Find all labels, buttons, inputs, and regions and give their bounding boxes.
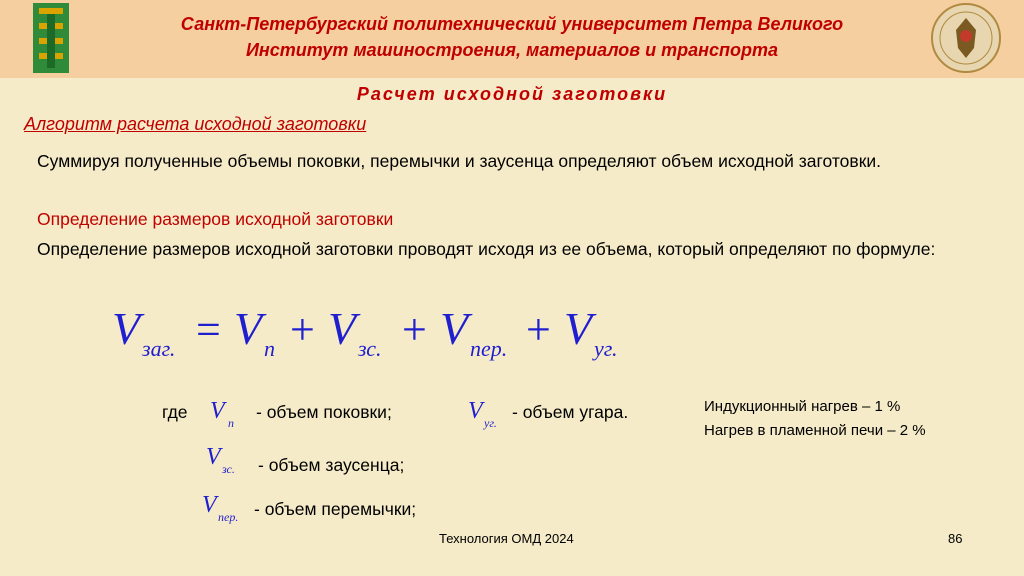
legend-var-bridge [202,488,250,524]
svg-text:уг.: уг. [484,416,497,430]
university-emblem-icon [930,2,1002,74]
institute-name: Институт машиностроения, материалов и транспорта [245,40,779,60]
formula-plus-3: + [526,305,551,354]
svg-text:V: V [202,492,217,518]
legend-var-burn [468,394,508,430]
header-bar [0,0,1024,78]
svg-text:V: V [206,444,221,470]
formula-var-1: V [234,303,263,354]
subheading-blank-size: Определение размеров исходной заготовки [37,209,394,229]
formula-equals: = [196,305,221,354]
legend-forging: - объем поковки; [256,402,392,422]
university-name: Санкт-Петербургский политехнический университет Петра Великого [180,14,844,34]
volume-formula [112,298,652,368]
formula-sub-2: зс. [358,336,382,361]
legend-flash: - объем заусенца; [258,455,405,475]
page-number: 86 [948,531,963,546]
formula-var-2: V [328,303,357,354]
svg-text:п: п [228,416,234,430]
note-flame: Нагрев в пламенной печи – 2 % [704,422,926,439]
legend-burn: - объем угара. [512,402,629,422]
paragraph-blank-size: Определение размеров исходной заготовки проводят исходя из ее объема, который определяют по формуле: [37,239,936,259]
note-induction: Индукционный нагрев – 1 % [704,398,901,415]
formula-sub-lhs: заг. [142,336,176,361]
legend-bridge: - объем перемычки; [254,499,417,519]
formula-var-3: V [440,303,469,354]
svg-text:V: V [468,398,483,424]
slide-title: Расчет исходной заготовки [356,84,668,104]
legend-where: где [162,402,188,422]
formula-plus-1: + [290,305,315,354]
formula-plus-2: + [402,305,427,354]
formula-var-lhs: V [112,303,141,354]
formula-sub-1: п [264,336,275,361]
svg-text:зс.: зс. [222,462,235,476]
formula-sub-3: пер. [470,336,508,361]
svg-text:V: V [210,398,225,424]
footer-course: Технология ОМД 2024 [439,531,574,546]
section-title: Алгоритм расчета исходной заготовки [24,114,367,134]
formula-var-4: V [564,303,593,354]
legend-var-flash [206,440,250,476]
paragraph-volume-sum: Суммируя полученные объемы поковки, перемычки и заусенца определяют объем исходной заготовки. [37,151,881,171]
legend-var-forging [210,394,246,430]
svg-text:пер.: пер. [218,510,239,524]
formula-sub-4: уг. [594,336,618,361]
